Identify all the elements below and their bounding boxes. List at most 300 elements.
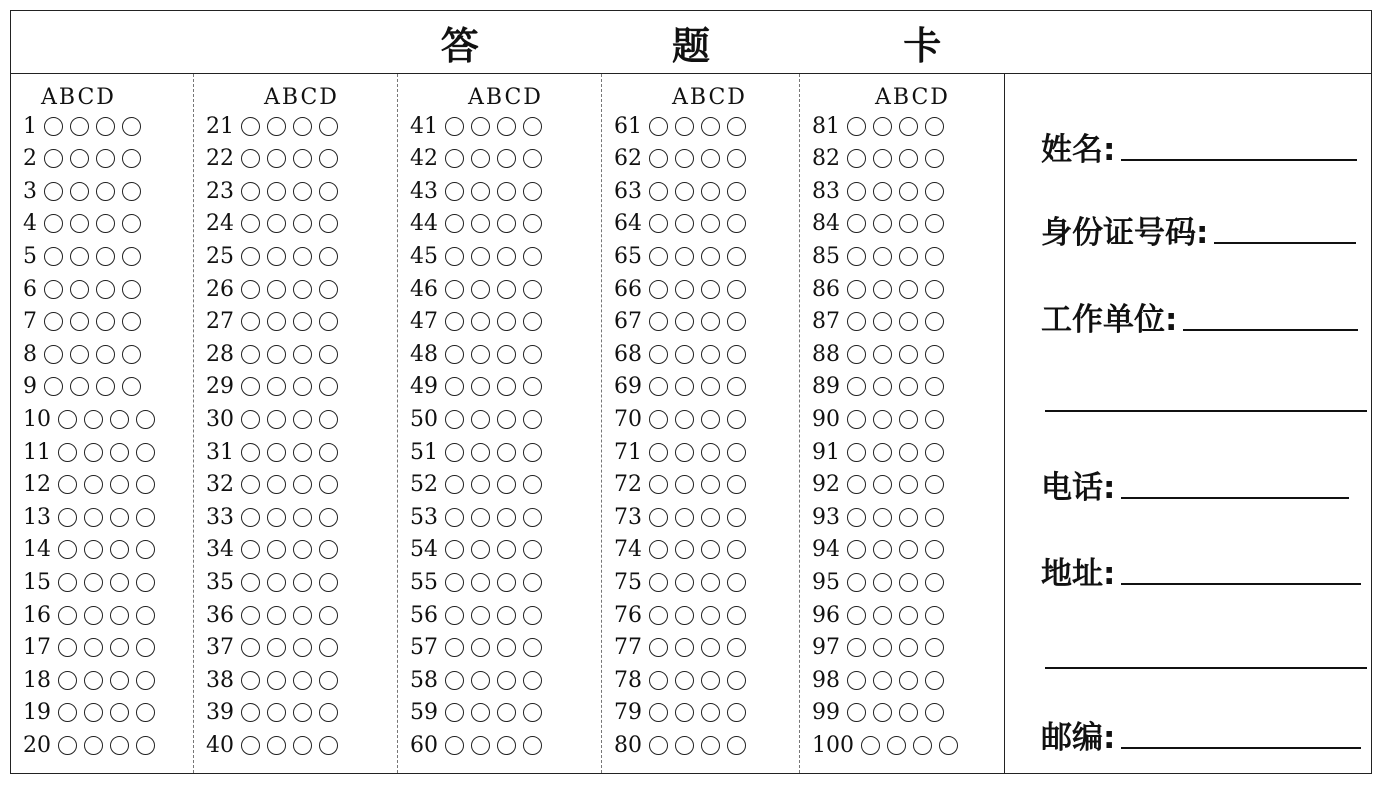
answer-bubble-d[interactable] bbox=[925, 182, 944, 201]
answer-bubble-d[interactable] bbox=[727, 573, 746, 592]
answer-bubble-d[interactable] bbox=[136, 703, 155, 722]
answer-bubble-a[interactable] bbox=[58, 443, 77, 462]
answer-bubble-c[interactable] bbox=[899, 703, 918, 722]
answer-bubble-b[interactable] bbox=[70, 312, 89, 331]
answer-bubble-d[interactable] bbox=[523, 182, 542, 201]
answer-bubble-a[interactable] bbox=[241, 606, 260, 625]
answer-bubble-b[interactable] bbox=[267, 312, 286, 331]
answer-bubble-b[interactable] bbox=[84, 638, 103, 657]
answer-bubble-a[interactable] bbox=[445, 443, 464, 462]
answer-bubble-b[interactable] bbox=[267, 247, 286, 266]
answer-bubble-a[interactable] bbox=[58, 606, 77, 625]
answer-bubble-a[interactable] bbox=[445, 736, 464, 755]
answer-bubble-c[interactable] bbox=[293, 540, 312, 559]
answer-bubble-c[interactable] bbox=[110, 671, 129, 690]
answer-bubble-d[interactable] bbox=[523, 149, 542, 168]
answer-bubble-a[interactable] bbox=[445, 703, 464, 722]
answer-bubble-a[interactable] bbox=[241, 247, 260, 266]
answer-bubble-c[interactable] bbox=[899, 606, 918, 625]
answer-bubble-b[interactable] bbox=[471, 671, 490, 690]
answer-bubble-c[interactable] bbox=[497, 117, 516, 136]
answer-bubble-b[interactable] bbox=[70, 247, 89, 266]
answer-bubble-c[interactable] bbox=[497, 149, 516, 168]
answer-bubble-c[interactable] bbox=[701, 638, 720, 657]
answer-bubble-b[interactable] bbox=[84, 736, 103, 755]
answer-bubble-b[interactable] bbox=[267, 443, 286, 462]
answer-bubble-b[interactable] bbox=[675, 606, 694, 625]
answer-bubble-a[interactable] bbox=[649, 606, 668, 625]
answer-bubble-b[interactable] bbox=[84, 508, 103, 527]
answer-bubble-d[interactable] bbox=[136, 573, 155, 592]
answer-bubble-c[interactable] bbox=[701, 508, 720, 527]
answer-bubble-a[interactable] bbox=[445, 117, 464, 136]
answer-bubble-c[interactable] bbox=[497, 182, 516, 201]
answer-bubble-a[interactable] bbox=[847, 410, 866, 429]
answer-bubble-d[interactable] bbox=[925, 345, 944, 364]
answer-bubble-d[interactable] bbox=[523, 638, 542, 657]
answer-bubble-b[interactable] bbox=[675, 117, 694, 136]
answer-bubble-d[interactable] bbox=[925, 671, 944, 690]
answer-bubble-d[interactable] bbox=[925, 149, 944, 168]
answer-bubble-c[interactable] bbox=[497, 475, 516, 494]
answer-bubble-d[interactable] bbox=[122, 377, 141, 396]
answer-bubble-d[interactable] bbox=[727, 638, 746, 657]
answer-bubble-c[interactable] bbox=[701, 280, 720, 299]
answer-bubble-d[interactable] bbox=[319, 312, 338, 331]
answer-bubble-d[interactable] bbox=[939, 736, 958, 755]
answer-bubble-d[interactable] bbox=[925, 247, 944, 266]
answer-bubble-c[interactable] bbox=[96, 345, 115, 364]
answer-bubble-b[interactable] bbox=[84, 573, 103, 592]
answer-bubble-d[interactable] bbox=[925, 117, 944, 136]
answer-bubble-d[interactable] bbox=[523, 508, 542, 527]
answer-bubble-c[interactable] bbox=[110, 736, 129, 755]
answer-bubble-a[interactable] bbox=[649, 443, 668, 462]
work-unit-line[interactable] bbox=[1183, 329, 1358, 331]
answer-bubble-b[interactable] bbox=[267, 638, 286, 657]
answer-bubble-b[interactable] bbox=[873, 475, 892, 494]
answer-bubble-c[interactable] bbox=[497, 312, 516, 331]
answer-bubble-b[interactable] bbox=[471, 736, 490, 755]
answer-bubble-a[interactable] bbox=[241, 443, 260, 462]
answer-bubble-a[interactable] bbox=[241, 573, 260, 592]
answer-bubble-d[interactable] bbox=[925, 280, 944, 299]
answer-bubble-c[interactable] bbox=[293, 345, 312, 364]
answer-bubble-c[interactable] bbox=[701, 149, 720, 168]
answer-bubble-b[interactable] bbox=[471, 280, 490, 299]
answer-bubble-c[interactable] bbox=[96, 377, 115, 396]
answer-bubble-d[interactable] bbox=[523, 377, 542, 396]
answer-bubble-a[interactable] bbox=[847, 671, 866, 690]
answer-bubble-d[interactable] bbox=[523, 443, 542, 462]
answer-bubble-a[interactable] bbox=[241, 182, 260, 201]
answer-bubble-b[interactable] bbox=[70, 149, 89, 168]
answer-bubble-a[interactable] bbox=[847, 280, 866, 299]
answer-bubble-d[interactable] bbox=[136, 508, 155, 527]
answer-bubble-d[interactable] bbox=[727, 312, 746, 331]
answer-bubble-c[interactable] bbox=[701, 736, 720, 755]
answer-bubble-b[interactable] bbox=[675, 149, 694, 168]
address-line-2[interactable] bbox=[1045, 667, 1367, 669]
answer-bubble-a[interactable] bbox=[649, 573, 668, 592]
answer-bubble-b[interactable] bbox=[675, 475, 694, 494]
answer-bubble-b[interactable] bbox=[267, 671, 286, 690]
answer-bubble-a[interactable] bbox=[847, 540, 866, 559]
answer-bubble-a[interactable] bbox=[445, 214, 464, 233]
answer-bubble-a[interactable] bbox=[58, 703, 77, 722]
answer-bubble-b[interactable] bbox=[471, 508, 490, 527]
answer-bubble-b[interactable] bbox=[267, 182, 286, 201]
answer-bubble-d[interactable] bbox=[925, 508, 944, 527]
answer-bubble-d[interactable] bbox=[122, 214, 141, 233]
answer-bubble-d[interactable] bbox=[122, 280, 141, 299]
answer-bubble-d[interactable] bbox=[925, 443, 944, 462]
answer-bubble-b[interactable] bbox=[873, 638, 892, 657]
answer-bubble-d[interactable] bbox=[136, 475, 155, 494]
answer-bubble-c[interactable] bbox=[899, 247, 918, 266]
answer-bubble-b[interactable] bbox=[471, 410, 490, 429]
answer-bubble-b[interactable] bbox=[675, 671, 694, 690]
answer-bubble-b[interactable] bbox=[267, 149, 286, 168]
answer-bubble-a[interactable] bbox=[649, 540, 668, 559]
answer-bubble-c[interactable] bbox=[293, 377, 312, 396]
answer-bubble-d[interactable] bbox=[925, 573, 944, 592]
answer-bubble-a[interactable] bbox=[58, 736, 77, 755]
answer-bubble-d[interactable] bbox=[136, 638, 155, 657]
answer-bubble-a[interactable] bbox=[649, 638, 668, 657]
answer-bubble-d[interactable] bbox=[727, 508, 746, 527]
answer-bubble-a[interactable] bbox=[847, 377, 866, 396]
answer-bubble-c[interactable] bbox=[497, 377, 516, 396]
answer-bubble-a[interactable] bbox=[445, 377, 464, 396]
answer-bubble-a[interactable] bbox=[44, 182, 63, 201]
answer-bubble-b[interactable] bbox=[471, 475, 490, 494]
answer-bubble-d[interactable] bbox=[727, 377, 746, 396]
answer-bubble-c[interactable] bbox=[701, 606, 720, 625]
answer-bubble-a[interactable] bbox=[445, 508, 464, 527]
answer-bubble-a[interactable] bbox=[847, 182, 866, 201]
answer-bubble-c[interactable] bbox=[899, 345, 918, 364]
answer-bubble-d[interactable] bbox=[523, 410, 542, 429]
answer-bubble-a[interactable] bbox=[847, 149, 866, 168]
answer-bubble-d[interactable] bbox=[136, 540, 155, 559]
answer-bubble-b[interactable] bbox=[873, 214, 892, 233]
answer-bubble-c[interactable] bbox=[110, 508, 129, 527]
answer-bubble-d[interactable] bbox=[727, 214, 746, 233]
answer-bubble-b[interactable] bbox=[675, 182, 694, 201]
answer-bubble-c[interactable] bbox=[293, 638, 312, 657]
answer-bubble-a[interactable] bbox=[649, 149, 668, 168]
answer-bubble-b[interactable] bbox=[675, 736, 694, 755]
answer-bubble-b[interactable] bbox=[471, 443, 490, 462]
answer-bubble-a[interactable] bbox=[44, 377, 63, 396]
phone-line[interactable] bbox=[1121, 497, 1349, 499]
answer-bubble-c[interactable] bbox=[899, 573, 918, 592]
answer-bubble-a[interactable] bbox=[847, 214, 866, 233]
answer-bubble-b[interactable] bbox=[70, 280, 89, 299]
answer-bubble-b[interactable] bbox=[70, 377, 89, 396]
answer-bubble-d[interactable] bbox=[319, 345, 338, 364]
answer-bubble-d[interactable] bbox=[122, 312, 141, 331]
answer-bubble-c[interactable] bbox=[899, 540, 918, 559]
answer-bubble-c[interactable] bbox=[293, 475, 312, 494]
address-line[interactable] bbox=[1121, 583, 1361, 585]
answer-bubble-a[interactable] bbox=[861, 736, 880, 755]
answer-bubble-c[interactable] bbox=[899, 214, 918, 233]
answer-bubble-d[interactable] bbox=[925, 312, 944, 331]
answer-bubble-d[interactable] bbox=[319, 573, 338, 592]
answer-bubble-a[interactable] bbox=[44, 214, 63, 233]
answer-bubble-a[interactable] bbox=[847, 475, 866, 494]
answer-bubble-b[interactable] bbox=[675, 410, 694, 429]
answer-bubble-c[interactable] bbox=[293, 214, 312, 233]
answer-bubble-c[interactable] bbox=[899, 508, 918, 527]
answer-bubble-b[interactable] bbox=[267, 345, 286, 364]
answer-bubble-c[interactable] bbox=[497, 345, 516, 364]
answer-bubble-d[interactable] bbox=[122, 247, 141, 266]
answer-bubble-a[interactable] bbox=[649, 377, 668, 396]
answer-bubble-c[interactable] bbox=[497, 443, 516, 462]
answer-bubble-b[interactable] bbox=[267, 736, 286, 755]
answer-bubble-d[interactable] bbox=[319, 703, 338, 722]
answer-bubble-b[interactable] bbox=[84, 606, 103, 625]
answer-bubble-d[interactable] bbox=[136, 606, 155, 625]
answer-bubble-a[interactable] bbox=[445, 312, 464, 331]
answer-bubble-c[interactable] bbox=[701, 475, 720, 494]
answer-bubble-c[interactable] bbox=[899, 182, 918, 201]
answer-bubble-a[interactable] bbox=[241, 149, 260, 168]
answer-bubble-c[interactable] bbox=[110, 540, 129, 559]
answer-bubble-b[interactable] bbox=[267, 280, 286, 299]
answer-bubble-d[interactable] bbox=[122, 149, 141, 168]
answer-bubble-a[interactable] bbox=[445, 247, 464, 266]
answer-bubble-d[interactable] bbox=[523, 117, 542, 136]
answer-bubble-d[interactable] bbox=[523, 671, 542, 690]
answer-bubble-b[interactable] bbox=[873, 280, 892, 299]
answer-bubble-c[interactable] bbox=[497, 540, 516, 559]
answer-bubble-c[interactable] bbox=[110, 638, 129, 657]
work-unit-field[interactable] bbox=[1041, 294, 1358, 339]
answer-bubble-d[interactable] bbox=[727, 280, 746, 299]
answer-bubble-d[interactable] bbox=[727, 736, 746, 755]
answer-bubble-b[interactable] bbox=[675, 443, 694, 462]
answer-bubble-b[interactable] bbox=[471, 540, 490, 559]
answer-bubble-b[interactable] bbox=[675, 377, 694, 396]
answer-bubble-a[interactable] bbox=[44, 280, 63, 299]
answer-bubble-b[interactable] bbox=[873, 149, 892, 168]
answer-bubble-a[interactable] bbox=[847, 443, 866, 462]
answer-bubble-d[interactable] bbox=[319, 117, 338, 136]
answer-bubble-c[interactable] bbox=[96, 214, 115, 233]
answer-bubble-a[interactable] bbox=[241, 345, 260, 364]
answer-bubble-c[interactable] bbox=[497, 736, 516, 755]
name-line[interactable] bbox=[1121, 159, 1357, 161]
answer-bubble-c[interactable] bbox=[899, 149, 918, 168]
answer-bubble-d[interactable] bbox=[523, 736, 542, 755]
answer-bubble-a[interactable] bbox=[649, 247, 668, 266]
answer-bubble-d[interactable] bbox=[727, 703, 746, 722]
answer-bubble-b[interactable] bbox=[84, 410, 103, 429]
answer-bubble-c[interactable] bbox=[701, 377, 720, 396]
answer-bubble-a[interactable] bbox=[58, 508, 77, 527]
answer-bubble-a[interactable] bbox=[847, 345, 866, 364]
answer-bubble-b[interactable] bbox=[84, 475, 103, 494]
answer-bubble-a[interactable] bbox=[58, 475, 77, 494]
answer-bubble-d[interactable] bbox=[319, 377, 338, 396]
answer-bubble-b[interactable] bbox=[675, 280, 694, 299]
answer-bubble-b[interactable] bbox=[70, 182, 89, 201]
work-unit-line-2[interactable] bbox=[1045, 410, 1367, 412]
answer-bubble-a[interactable] bbox=[445, 671, 464, 690]
answer-bubble-d[interactable] bbox=[523, 312, 542, 331]
answer-bubble-d[interactable] bbox=[727, 247, 746, 266]
answer-bubble-a[interactable] bbox=[58, 540, 77, 559]
answer-bubble-d[interactable] bbox=[136, 736, 155, 755]
answer-bubble-b[interactable] bbox=[471, 117, 490, 136]
answer-bubble-a[interactable] bbox=[445, 573, 464, 592]
answer-bubble-c[interactable] bbox=[110, 410, 129, 429]
answer-bubble-d[interactable] bbox=[523, 606, 542, 625]
answer-bubble-d[interactable] bbox=[319, 280, 338, 299]
answer-bubble-d[interactable] bbox=[136, 671, 155, 690]
answer-bubble-c[interactable] bbox=[96, 312, 115, 331]
answer-bubble-b[interactable] bbox=[675, 214, 694, 233]
answer-bubble-b[interactable] bbox=[267, 214, 286, 233]
answer-bubble-d[interactable] bbox=[925, 214, 944, 233]
answer-bubble-b[interactable] bbox=[873, 182, 892, 201]
answer-bubble-a[interactable] bbox=[445, 280, 464, 299]
answer-bubble-c[interactable] bbox=[293, 671, 312, 690]
answer-bubble-d[interactable] bbox=[136, 410, 155, 429]
answer-bubble-c[interactable] bbox=[96, 247, 115, 266]
answer-bubble-d[interactable] bbox=[523, 573, 542, 592]
answer-bubble-b[interactable] bbox=[873, 508, 892, 527]
answer-bubble-c[interactable] bbox=[701, 345, 720, 364]
answer-bubble-c[interactable] bbox=[293, 182, 312, 201]
answer-bubble-b[interactable] bbox=[873, 703, 892, 722]
answer-bubble-d[interactable] bbox=[319, 638, 338, 657]
answer-bubble-c[interactable] bbox=[96, 182, 115, 201]
answer-bubble-a[interactable] bbox=[445, 410, 464, 429]
answer-bubble-c[interactable] bbox=[899, 475, 918, 494]
answer-bubble-d[interactable] bbox=[319, 540, 338, 559]
answer-bubble-d[interactable] bbox=[727, 345, 746, 364]
answer-bubble-a[interactable] bbox=[445, 149, 464, 168]
answer-bubble-c[interactable] bbox=[293, 410, 312, 429]
answer-bubble-c[interactable] bbox=[293, 247, 312, 266]
answer-bubble-d[interactable] bbox=[523, 475, 542, 494]
answer-bubble-d[interactable] bbox=[925, 606, 944, 625]
answer-bubble-a[interactable] bbox=[241, 508, 260, 527]
answer-bubble-a[interactable] bbox=[44, 149, 63, 168]
answer-bubble-d[interactable] bbox=[523, 280, 542, 299]
answer-bubble-d[interactable] bbox=[319, 606, 338, 625]
answer-bubble-a[interactable] bbox=[445, 475, 464, 494]
answer-bubble-a[interactable] bbox=[847, 638, 866, 657]
answer-bubble-a[interactable] bbox=[58, 410, 77, 429]
answer-bubble-b[interactable] bbox=[471, 312, 490, 331]
answer-bubble-b[interactable] bbox=[675, 312, 694, 331]
answer-bubble-a[interactable] bbox=[445, 540, 464, 559]
answer-bubble-b[interactable] bbox=[471, 149, 490, 168]
answer-bubble-b[interactable] bbox=[873, 312, 892, 331]
answer-bubble-a[interactable] bbox=[649, 214, 668, 233]
answer-bubble-a[interactable] bbox=[241, 117, 260, 136]
answer-bubble-b[interactable] bbox=[267, 573, 286, 592]
answer-bubble-a[interactable] bbox=[649, 703, 668, 722]
address-field[interactable] bbox=[1041, 548, 1361, 593]
answer-bubble-a[interactable] bbox=[649, 736, 668, 755]
answer-bubble-b[interactable] bbox=[471, 377, 490, 396]
answer-bubble-b[interactable] bbox=[873, 671, 892, 690]
answer-bubble-b[interactable] bbox=[675, 345, 694, 364]
answer-bubble-c[interactable] bbox=[497, 638, 516, 657]
answer-bubble-d[interactable] bbox=[523, 345, 542, 364]
answer-bubble-d[interactable] bbox=[727, 443, 746, 462]
answer-bubble-d[interactable] bbox=[925, 410, 944, 429]
answer-bubble-a[interactable] bbox=[241, 214, 260, 233]
id-number-line[interactable] bbox=[1214, 242, 1356, 244]
answer-bubble-d[interactable] bbox=[319, 182, 338, 201]
answer-bubble-b[interactable] bbox=[873, 117, 892, 136]
answer-bubble-c[interactable] bbox=[293, 149, 312, 168]
answer-bubble-b[interactable] bbox=[873, 573, 892, 592]
phone-field[interactable] bbox=[1041, 462, 1349, 507]
answer-bubble-a[interactable] bbox=[649, 345, 668, 364]
postcode-field[interactable] bbox=[1041, 712, 1361, 757]
answer-bubble-b[interactable] bbox=[267, 606, 286, 625]
answer-bubble-b[interactable] bbox=[675, 703, 694, 722]
answer-bubble-d[interactable] bbox=[523, 247, 542, 266]
answer-bubble-d[interactable] bbox=[319, 149, 338, 168]
answer-bubble-b[interactable] bbox=[267, 377, 286, 396]
answer-bubble-c[interactable] bbox=[701, 312, 720, 331]
answer-bubble-a[interactable] bbox=[44, 345, 63, 364]
answer-bubble-c[interactable] bbox=[497, 573, 516, 592]
answer-bubble-d[interactable] bbox=[727, 410, 746, 429]
answer-bubble-c[interactable] bbox=[701, 247, 720, 266]
answer-bubble-b[interactable] bbox=[873, 606, 892, 625]
answer-bubble-d[interactable] bbox=[319, 508, 338, 527]
answer-bubble-c[interactable] bbox=[899, 671, 918, 690]
answer-bubble-c[interactable] bbox=[96, 117, 115, 136]
answer-bubble-a[interactable] bbox=[847, 247, 866, 266]
answer-bubble-d[interactable] bbox=[727, 540, 746, 559]
answer-bubble-d[interactable] bbox=[319, 475, 338, 494]
answer-bubble-b[interactable] bbox=[471, 345, 490, 364]
answer-bubble-b[interactable] bbox=[267, 410, 286, 429]
answer-bubble-a[interactable] bbox=[44, 117, 63, 136]
answer-bubble-b[interactable] bbox=[873, 345, 892, 364]
answer-bubble-c[interactable] bbox=[701, 182, 720, 201]
answer-bubble-a[interactable] bbox=[847, 117, 866, 136]
answer-bubble-c[interactable] bbox=[701, 671, 720, 690]
answer-bubble-c[interactable] bbox=[497, 214, 516, 233]
answer-bubble-a[interactable] bbox=[241, 638, 260, 657]
answer-bubble-d[interactable] bbox=[925, 703, 944, 722]
answer-bubble-c[interactable] bbox=[293, 606, 312, 625]
answer-bubble-b[interactable] bbox=[84, 703, 103, 722]
answer-bubble-c[interactable] bbox=[701, 410, 720, 429]
answer-bubble-a[interactable] bbox=[58, 638, 77, 657]
answer-bubble-a[interactable] bbox=[649, 312, 668, 331]
answer-bubble-c[interactable] bbox=[293, 736, 312, 755]
answer-bubble-a[interactable] bbox=[847, 573, 866, 592]
answer-bubble-b[interactable] bbox=[675, 573, 694, 592]
answer-bubble-c[interactable] bbox=[110, 573, 129, 592]
answer-bubble-c[interactable] bbox=[497, 606, 516, 625]
answer-bubble-c[interactable] bbox=[293, 508, 312, 527]
